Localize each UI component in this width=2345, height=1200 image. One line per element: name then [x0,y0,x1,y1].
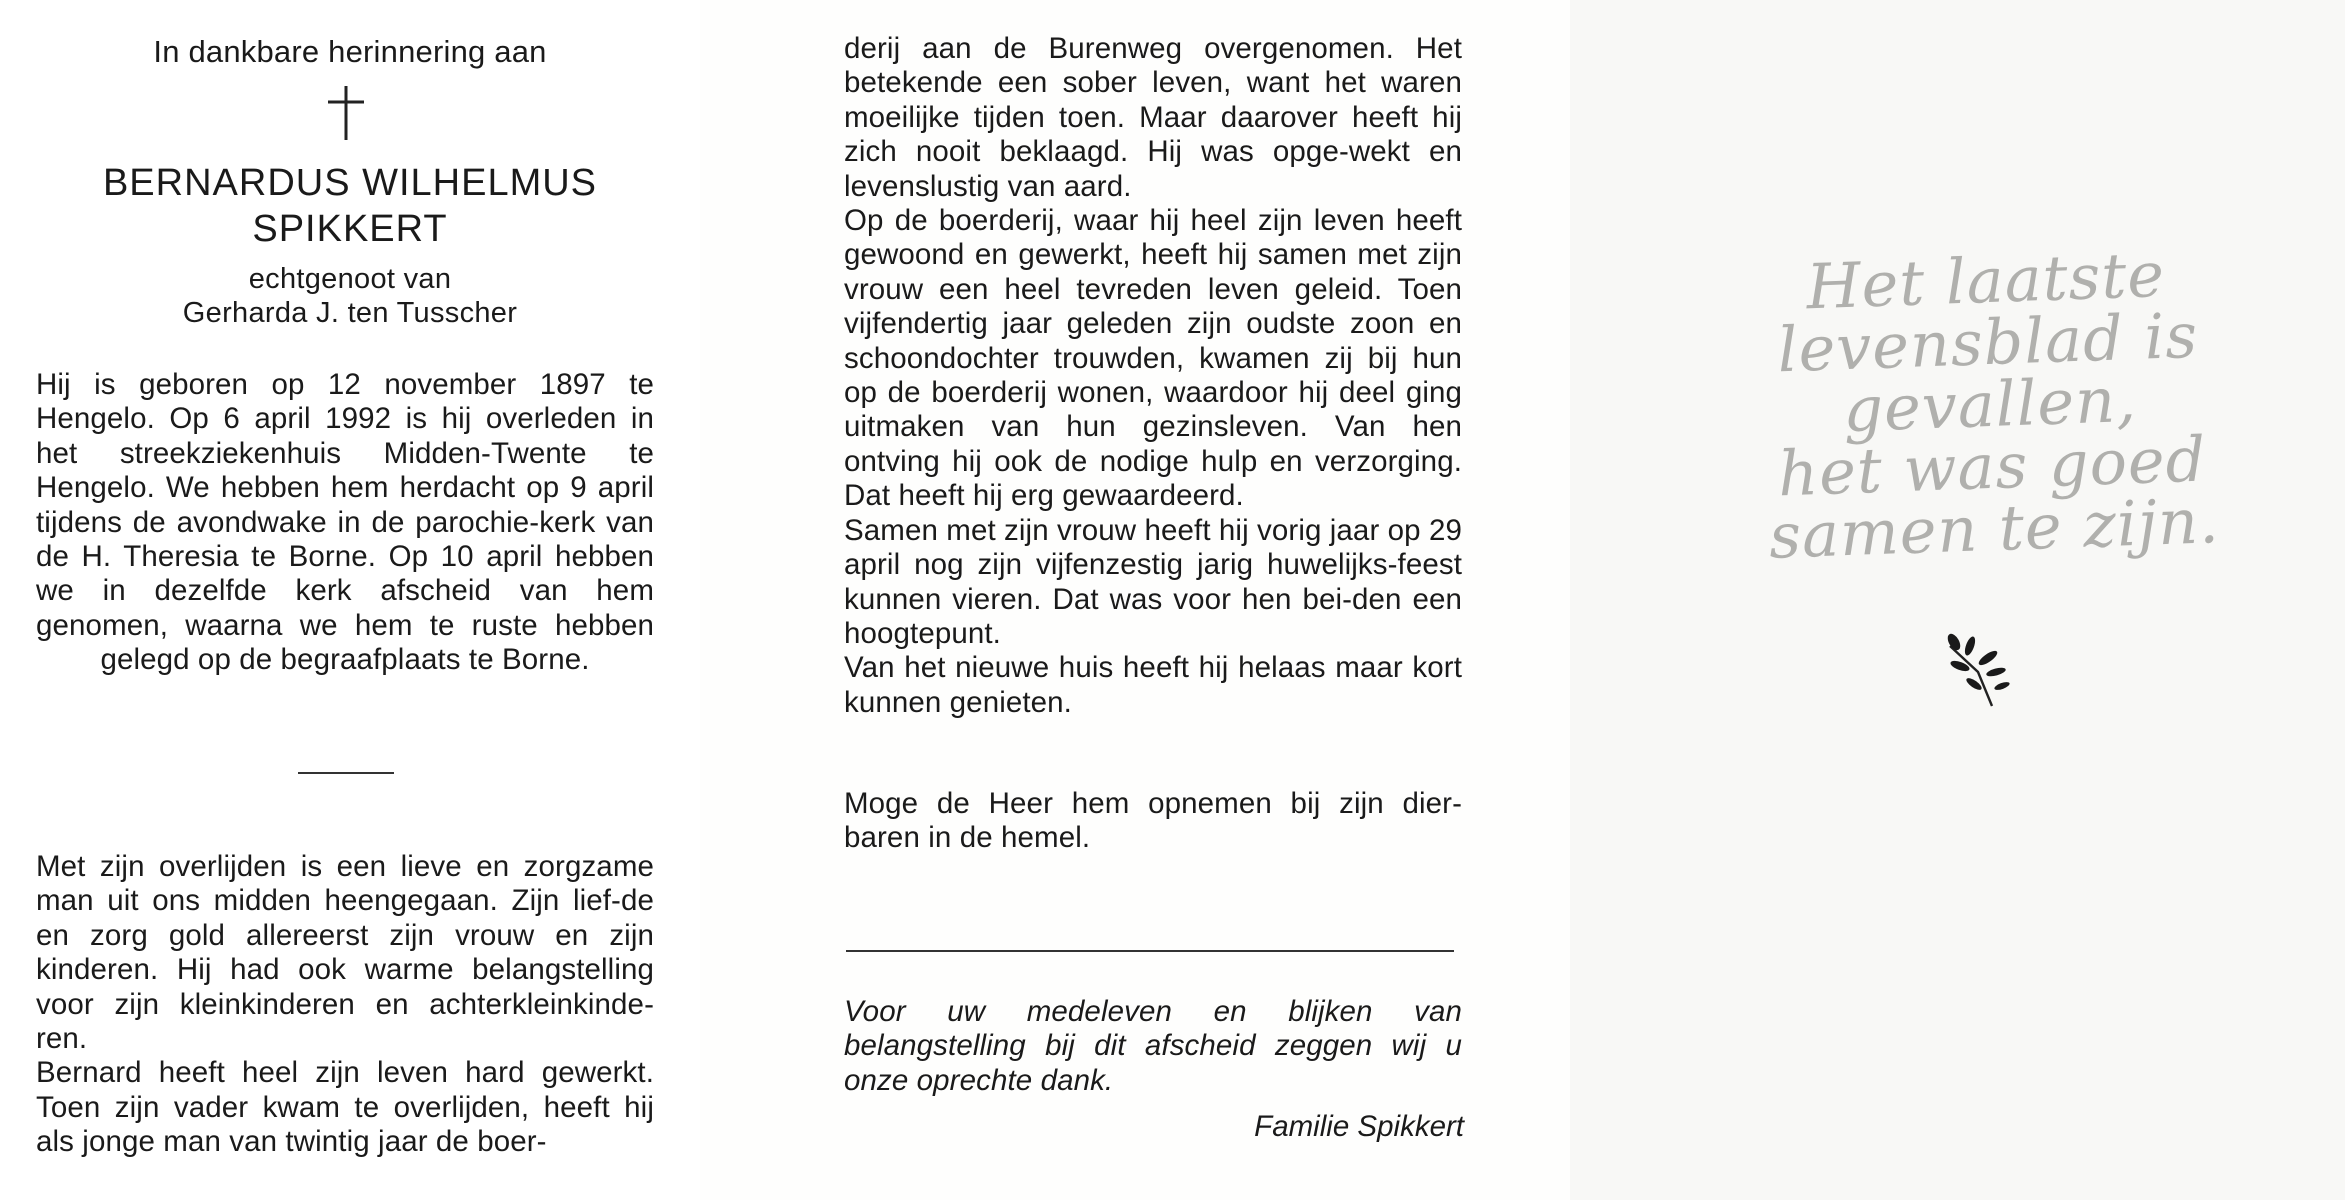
life-story-paragraph [844,32,1462,720]
prayer-paragraph [844,787,1462,856]
life-story-text-3: Samen met zijn vrouw heeft hij vorig jaar op 29 april nog zijn vijfenzestig jarig huwelijks-feest kunnen vieren. Dat was voor hen bei-den een hoogtepunt. [844,513,1462,650]
thanks-text: Voor uw medeleven en blijken van belangstelling bij dit afscheid zeggen wij u onze oprechte dank. [844,995,1462,1097]
poem-line-1: Het laatste [1805,237,2167,324]
prayer-text: Moge de Heer hem opnemen bij zijn dier-baren in de hemel. [844,787,1462,855]
thanks-paragraph [844,995,1462,1098]
tribute-text-2: Bernard heeft heel zijn leven hard gewerkt. Toen zijn vader kwam te overlijden, heeft hij als jonge man van twintig jaar de boer- [36,1056,654,1159]
divider-short [298,772,394,774]
biography-paragraph [36,368,654,678]
life-story-text-4: Van het nieuwe huis heeft hij helaas maar kort kunnen genieten. [844,651,1462,719]
poem-line-4: samen te zijn. [1767,484,2221,573]
poem-line-3: het was goed [1776,422,2208,511]
poem-line-2: levensblad is gevallen, [1776,298,2200,447]
biography-text: Hij is geboren op 12 november 1897 te Hengelo. Op 6 april 1992 is hij overleden in het streekziekenhuis Midden-Twente te Hengelo. We hebben hem herdacht op 9 april tijdens de avondwake in de parochie-kerk van de H. Theresia te Borne. Op 10 april hebben we in dezelfde kerk afscheid van hem genomen, waarna we hem te ruste hebben gelegd op de begraafplaats te Borne. [36,368,654,677]
tribute-paragraph [36,850,654,1160]
leaf-sprig-icon [1930,632,2014,712]
intro-text: In dankbare herinnering aan [153,34,547,69]
name-line-1: BERNARDUS WILHELMUS [102,162,598,204]
life-story-text-1: derij aan de Burenweg overgenomen. Het betekende een sober leven, want het waren moeilijke tijden toen. Maar daarover heeft hij zich nooit beklaagd. Hij was opge-wekt en levenslustig van aard. [844,32,1462,203]
deceased-name [0,160,700,252]
tribute-text-1: Met zijn overlijden is een lieve en zorgzame man uit ons midden heengegaan. Zijn lief-de en zorg gold allereerst zijn vrouw en zijn kinderen. Hij had ook warme belangstelling voor zijn kleinkinderen en achterkleinkinde-ren. [36,850,654,1056]
card-panel-left [0,0,700,1200]
life-story-text-2: Op de boerderij, waar hij heel zijn leven heeft gewoond en gewerkt, heeft hij samen met zijn vrouw een heel tevreden leven geleid. Toen vijfendertig jaar geleden zijn oudste zoon en schoondochter trouwden, kwamen zij bij hun op de boerderij wonen, waardoor hij deel ging uitmaken van hun gezinsleven. Van hen ontving hij ook de nodige hulp en verzorging. Dat heeft hij erg gewaardeerd. [844,204,1462,513]
spouse-name: Gerharda J. ten Tusscher [182,297,518,329]
card-panel-right [1570,0,2345,1200]
handwritten-poem [1670,239,2310,571]
divider-long [846,950,1454,952]
cross-icon [316,84,376,142]
name-line-2: SPIKKERT [252,208,448,250]
spouse-info [0,262,700,330]
spouse-label: echtgenoot van [248,263,452,295]
family-signature: Familie Spikkert [1254,1110,1464,1143]
